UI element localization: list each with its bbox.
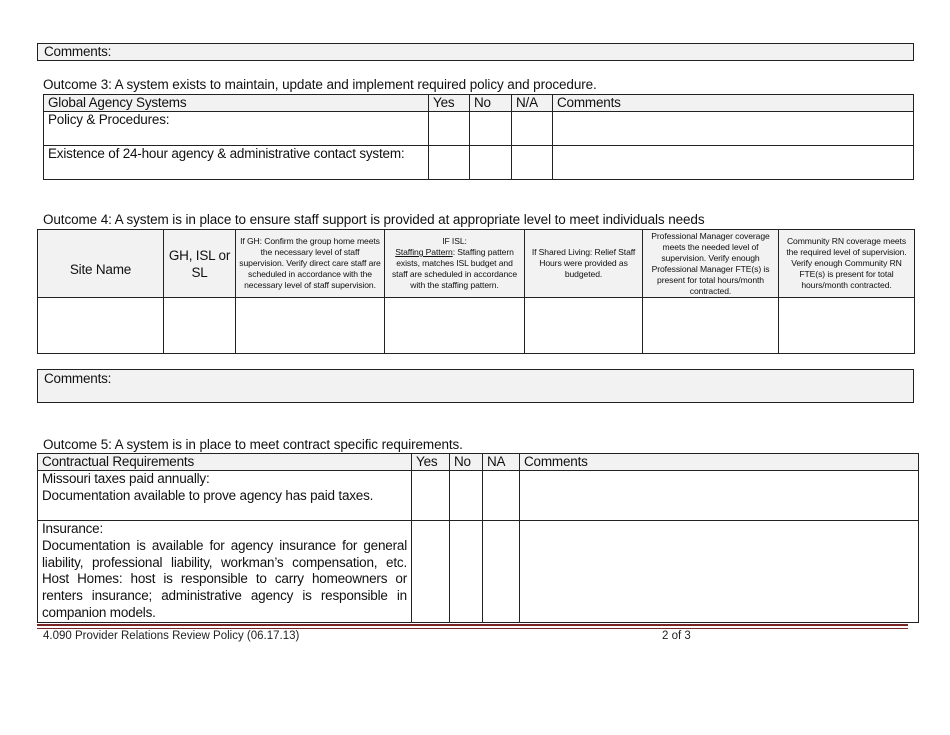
- sl-cell[interactable]: [525, 298, 643, 354]
- col-comments: Comments: [553, 95, 914, 112]
- comments-cell[interactable]: [520, 521, 919, 623]
- col-yes: Yes: [412, 454, 450, 471]
- comments-label: Comments:: [44, 371, 112, 386]
- row-policy-procedures: Policy & Procedures:: [44, 112, 429, 146]
- isl-title: IF ISL:: [442, 236, 467, 246]
- outcome4-heading: Outcome 4: A system is in place to ensure staff support is provided at appropriate level to meet individuals needs: [43, 212, 705, 227]
- col-global-agency-systems: Global Agency Systems: [44, 95, 429, 112]
- isl-cell[interactable]: [385, 298, 525, 354]
- pm-cell[interactable]: [643, 298, 779, 354]
- col-yes: Yes: [429, 95, 470, 112]
- rn-cell[interactable]: [779, 298, 915, 354]
- na-cell[interactable]: [512, 112, 553, 146]
- col-contractual-requirements: Contractual Requirements: [38, 454, 412, 471]
- no-cell[interactable]: [470, 112, 512, 146]
- comments-cell[interactable]: [553, 146, 914, 180]
- footer-rule: [37, 628, 908, 629]
- outcome3-heading: Outcome 3: A system exists to maintain, update and implement required policy and procedure.: [43, 77, 597, 92]
- yes-cell[interactable]: [429, 146, 470, 180]
- no-cell[interactable]: [450, 521, 483, 623]
- table-row: [44, 146, 914, 180]
- isl-underlined: Staffing Pattern: [395, 247, 453, 257]
- col-no: No: [470, 95, 512, 112]
- outcome5-table: [37, 453, 919, 623]
- col-site-name: Site Name: [38, 230, 164, 298]
- col-gh-supervision: If GH: Confirm the group home meets the necessary level of staff supervision. Verify direct care staff are scheduled in accordance with the necessary level of staff supervision.: [236, 230, 385, 298]
- missouri-taxes-title: Missouri taxes paid annually:: [42, 471, 210, 486]
- yes-cell[interactable]: [412, 521, 450, 623]
- footer-document-title: 4.090 Provider Relations Review Policy (06.17.13): [43, 630, 300, 642]
- col-isl-staffing: [385, 230, 525, 298]
- table-row: [38, 471, 919, 521]
- yes-cell[interactable]: [412, 471, 450, 521]
- outcome4-table: [37, 229, 915, 354]
- comments-cell[interactable]: [553, 112, 914, 146]
- col-community-rn: Community RN coverage meets the required level of supervision. Verify enough Community RN FTE(s) is present for total hours/month contracted.: [779, 230, 915, 298]
- outcome5-header-row: [38, 454, 919, 471]
- table-row: [38, 298, 915, 354]
- na-cell[interactable]: [483, 521, 520, 623]
- col-gh-isl-sl: GH, ISL or SL: [164, 230, 236, 298]
- comments-box-middle[interactable]: [37, 369, 914, 403]
- col-no: No: [450, 454, 483, 471]
- outcome5-heading: Outcome 5: A system is in place to meet contract specific requirements.: [43, 437, 463, 452]
- row-missouri-taxes: [38, 471, 412, 521]
- row-insurance: [38, 521, 412, 623]
- col-na: NA: [483, 454, 520, 471]
- gh-cell[interactable]: [236, 298, 385, 354]
- comments-cell[interactable]: [520, 471, 919, 521]
- comments-label: Comments:: [44, 44, 112, 59]
- na-cell[interactable]: [483, 471, 520, 521]
- no-cell[interactable]: [470, 146, 512, 180]
- footer-rule: [37, 624, 908, 626]
- site-name-cell[interactable]: [38, 298, 164, 354]
- col-na: N/A: [512, 95, 553, 112]
- insurance-text: Documentation is available for agency insurance for general liability, professional liability, workman’s compensation, etc. Host Homes: host is responsible to carry homeowners or renters insurance; administrative agency is responsible in companion models.: [42, 537, 407, 620]
- yes-cell[interactable]: [429, 112, 470, 146]
- col-comments: Comments: [520, 454, 919, 471]
- na-cell[interactable]: [512, 146, 553, 180]
- insurance-title: Insurance:: [42, 521, 104, 536]
- outcome3-header-row: [44, 95, 914, 112]
- col-professional-manager: Professional Manager coverage meets the needed level of supervision. Verify enough Professional Manager FTE(s) is present for total hours/month contracted.: [643, 230, 779, 298]
- comments-box-top[interactable]: [37, 43, 914, 61]
- table-row: [44, 112, 914, 146]
- outcome4-header-row: [38, 230, 915, 298]
- table-row: [38, 521, 919, 623]
- no-cell[interactable]: [450, 471, 483, 521]
- col-shared-living: If Shared Living: Relief Staff Hours were provided as budgeted.: [525, 230, 643, 298]
- outcome3-table: [43, 94, 914, 180]
- type-cell[interactable]: [164, 298, 236, 354]
- isl-rest: : Staffing pattern exists, matches ISL budget and staff are scheduled in accordance with the staffing pattern.: [391, 247, 518, 290]
- footer-page-number: 2 of 3: [662, 630, 691, 642]
- missouri-taxes-text: Documentation available to prove agency has paid taxes.: [42, 487, 374, 503]
- row-24hour-contact: Existence of 24-hour agency & administrative contact system:: [44, 146, 429, 180]
